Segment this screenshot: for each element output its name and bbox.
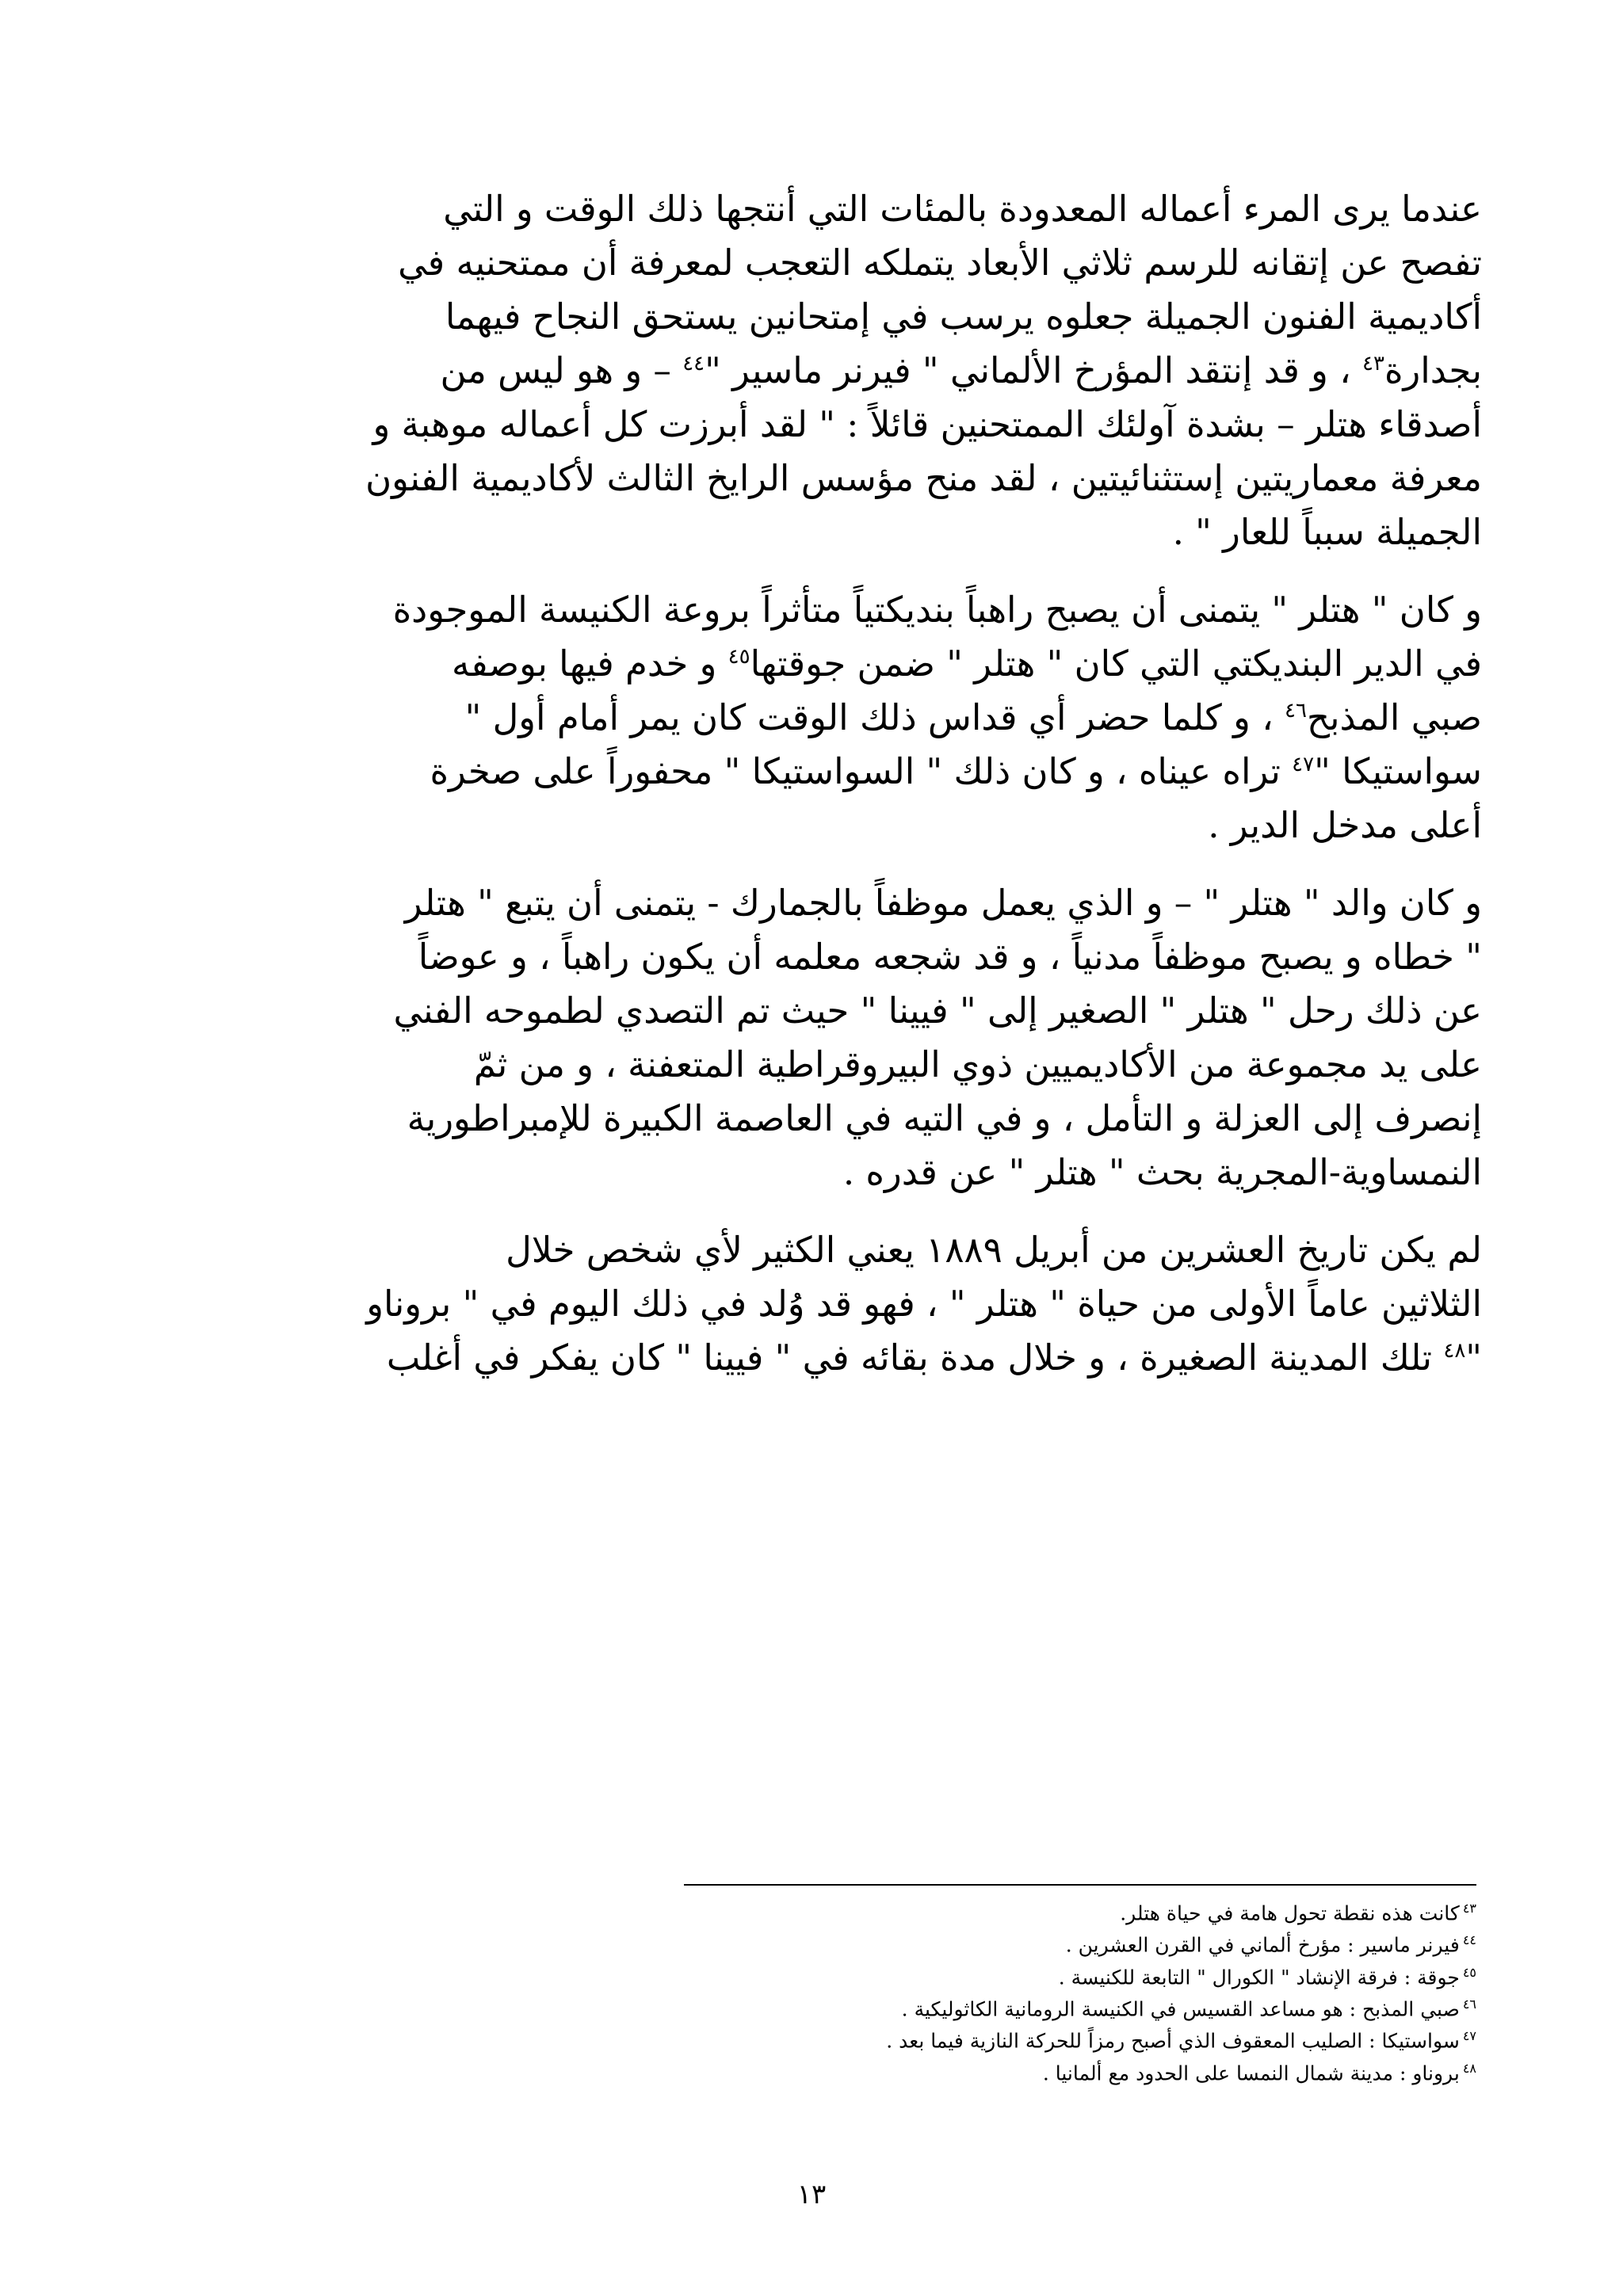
text-line	[141, 344, 1482, 398]
footnote-text: كانت هذه نقطة تحول هامة في حياة هتلر.	[1120, 1901, 1460, 1925]
text-run: أكاديمية الفنون الجميلة جعلوه يرسب في إمتحانين يستحق النجاح فيهما	[445, 296, 1482, 338]
footnote-text: بروناو : مدينة شمال النمسا على الحدود مع ألمانيا .	[1042, 2061, 1460, 2084]
text-line	[141, 452, 1482, 505]
text-run: عن ذلك رحل " هتلر " الصغير إلى " فيينا " حيث تم التصدي لطموحه الفني	[393, 990, 1482, 1032]
footnote-reference: ٤٦	[1285, 699, 1307, 723]
text-line	[141, 1277, 1482, 1331]
footnote-number: ٤٨	[1462, 2060, 1476, 2076]
text-line	[141, 1223, 1482, 1277]
text-line	[141, 637, 1482, 691]
text-run: عندما يرى المرء أعماله المعدودة بالمئات التي أنتجها ذلك الوقت و التي	[443, 188, 1482, 230]
footnote-item	[684, 1927, 1476, 1958]
text-run: النمساوية-المجرية بحث " هتلر " عن قدره .	[842, 1151, 1482, 1193]
text-line	[141, 1146, 1482, 1199]
footnotes-section	[684, 1884, 1476, 2087]
text-run: "	[1465, 1337, 1482, 1379]
text-run: تفصح عن إتقانه للرسم ثلاثي الأبعاد يتملكه التعجب لمعرفة أن ممتحنيه في	[398, 242, 1482, 284]
text-run: أصدقاء هتلر – بشدة آولئك الممتحنين قائلاً : " لقد أبرزت كل أعماله موهبة و	[372, 403, 1482, 445]
text-run: و كان " هتلر " يتمنى أن يصبح راهباً بنديكتياً متأثراً بروعة الكنيسة الموجودة	[392, 589, 1482, 631]
text-run: الجميلة سبباً للعار " .	[1172, 511, 1482, 553]
footnote-number: ٤٧	[1462, 2028, 1476, 2044]
footnote-item	[684, 2055, 1476, 2087]
text-run: سواستيكا "	[1314, 750, 1482, 792]
body-text	[141, 182, 1482, 1409]
text-line	[141, 398, 1482, 452]
footnote-reference: ٤٣	[1362, 352, 1384, 376]
footnote-item	[684, 1959, 1476, 1991]
text-line	[141, 745, 1482, 799]
text-line	[141, 930, 1482, 984]
text-run: و خدم فيها بوصفه	[451, 643, 728, 685]
text-run: على يد مجموعة من الأكاديميين ذوي البيروقراطية المتعفنة ، و من ثمّ	[473, 1043, 1482, 1085]
footnote-separator	[684, 1884, 1476, 1886]
text-line	[141, 984, 1482, 1038]
footnote-text: صبي المذبح : هو مساعد القسيس في الكنيسة الرومانية الكاثوليكية .	[901, 1997, 1460, 2021]
footnote-text: سواستيكا : الصليب المعقوف الذي أصبح رمزاً للحركة النازية فيما بعد .	[886, 2029, 1460, 2053]
text-run: و كان والد " هتلر " – و الذي يعمل موظفاً بالجمارك - يتمنى أن يتبع " هتلر	[404, 882, 1482, 924]
footnote-item	[684, 1991, 1476, 2023]
text-run: في الدير البنديكتي التي كان " هتلر " ضمن جوقتها	[750, 643, 1482, 685]
text-run: ، و قد إنتقد المؤرخ الألماني " فيرنر ماسير "	[705, 349, 1363, 391]
text-line	[141, 876, 1482, 930]
footnote-number: ٤٥	[1462, 1964, 1476, 1980]
text-run: إنصرف إلى العزلة و التأمل ، و في التيه في العاصمة الكبيرة للإمبراطورية	[407, 1097, 1482, 1139]
paragraph	[141, 1223, 1482, 1385]
paragraph	[141, 182, 1482, 559]
text-run: " خطاه و يصبح موظفاً مدنياً ، و قد شجعه معلمه أن يكون راهباً ، و عوضاً	[418, 936, 1482, 978]
footnote-number: ٤٦	[1462, 1996, 1476, 2012]
text-line	[141, 691, 1482, 745]
text-line	[141, 1331, 1482, 1385]
footnote-item	[684, 2023, 1476, 2054]
text-run: تراه عيناه ، و كان ذلك " السواستيكا " محفوراً على صخرة	[430, 750, 1293, 792]
paragraph	[141, 583, 1482, 852]
text-run: ، و كلما حضر أي قداس ذلك الوقت كان يمر أمام أول "	[464, 696, 1285, 738]
footnote-reference: ٤٧	[1292, 753, 1315, 776]
footnote-item	[684, 1895, 1476, 1927]
text-line	[141, 799, 1482, 852]
text-line	[141, 182, 1482, 236]
text-run: لم يكن تاريخ العشرين من أبريل ١٨٨٩ يعني الكثير لأي شخص خلال	[506, 1229, 1482, 1271]
footnote-number: ٤٤	[1462, 1932, 1476, 1948]
page-number: ١٣	[796, 2179, 827, 2210]
text-line	[141, 583, 1482, 637]
text-line	[141, 290, 1482, 344]
text-run: معرفة معماريتين إستثنائيتين ، لقد منح مؤسس الرايخ الثالث لأكاديمية الفنون	[365, 457, 1482, 499]
footnote-reference: ٤٥	[727, 645, 750, 669]
paragraph	[141, 876, 1482, 1199]
text-run: تلك المدينة الصغيرة ، و خلال مدة بقائه في " فيينا " كان يفكر في أغلب	[386, 1337, 1444, 1379]
footnote-number: ٤٣	[1462, 1901, 1476, 1916]
footnote-list	[684, 1895, 1476, 2087]
text-run: بجدارة	[1384, 349, 1482, 391]
footnote-reference: ٤٨	[1443, 1339, 1466, 1363]
footnote-text: جوقة : فرقة الإنشاد " الكورال " التابعة للكنيسة .	[1058, 1965, 1460, 1989]
text-run: – و هو ليس من	[440, 349, 683, 391]
text-line	[141, 505, 1482, 559]
footnote-reference: ٤٤	[682, 352, 705, 376]
text-line	[141, 1092, 1482, 1146]
text-line	[141, 236, 1482, 290]
text-run: صبي المذبح	[1306, 696, 1482, 738]
text-run: أعلى مدخل الدير .	[1208, 804, 1482, 846]
text-run: الثلاثين عاماً الأولى من حياة " هتلر " ، فهو قد وُلد في ذلك اليوم في " بروناو	[366, 1283, 1482, 1325]
footnote-text: فيرنر ماسير : مؤرخ ألماني في القرن العشرين .	[1065, 1933, 1460, 1957]
text-line	[141, 1038, 1482, 1092]
